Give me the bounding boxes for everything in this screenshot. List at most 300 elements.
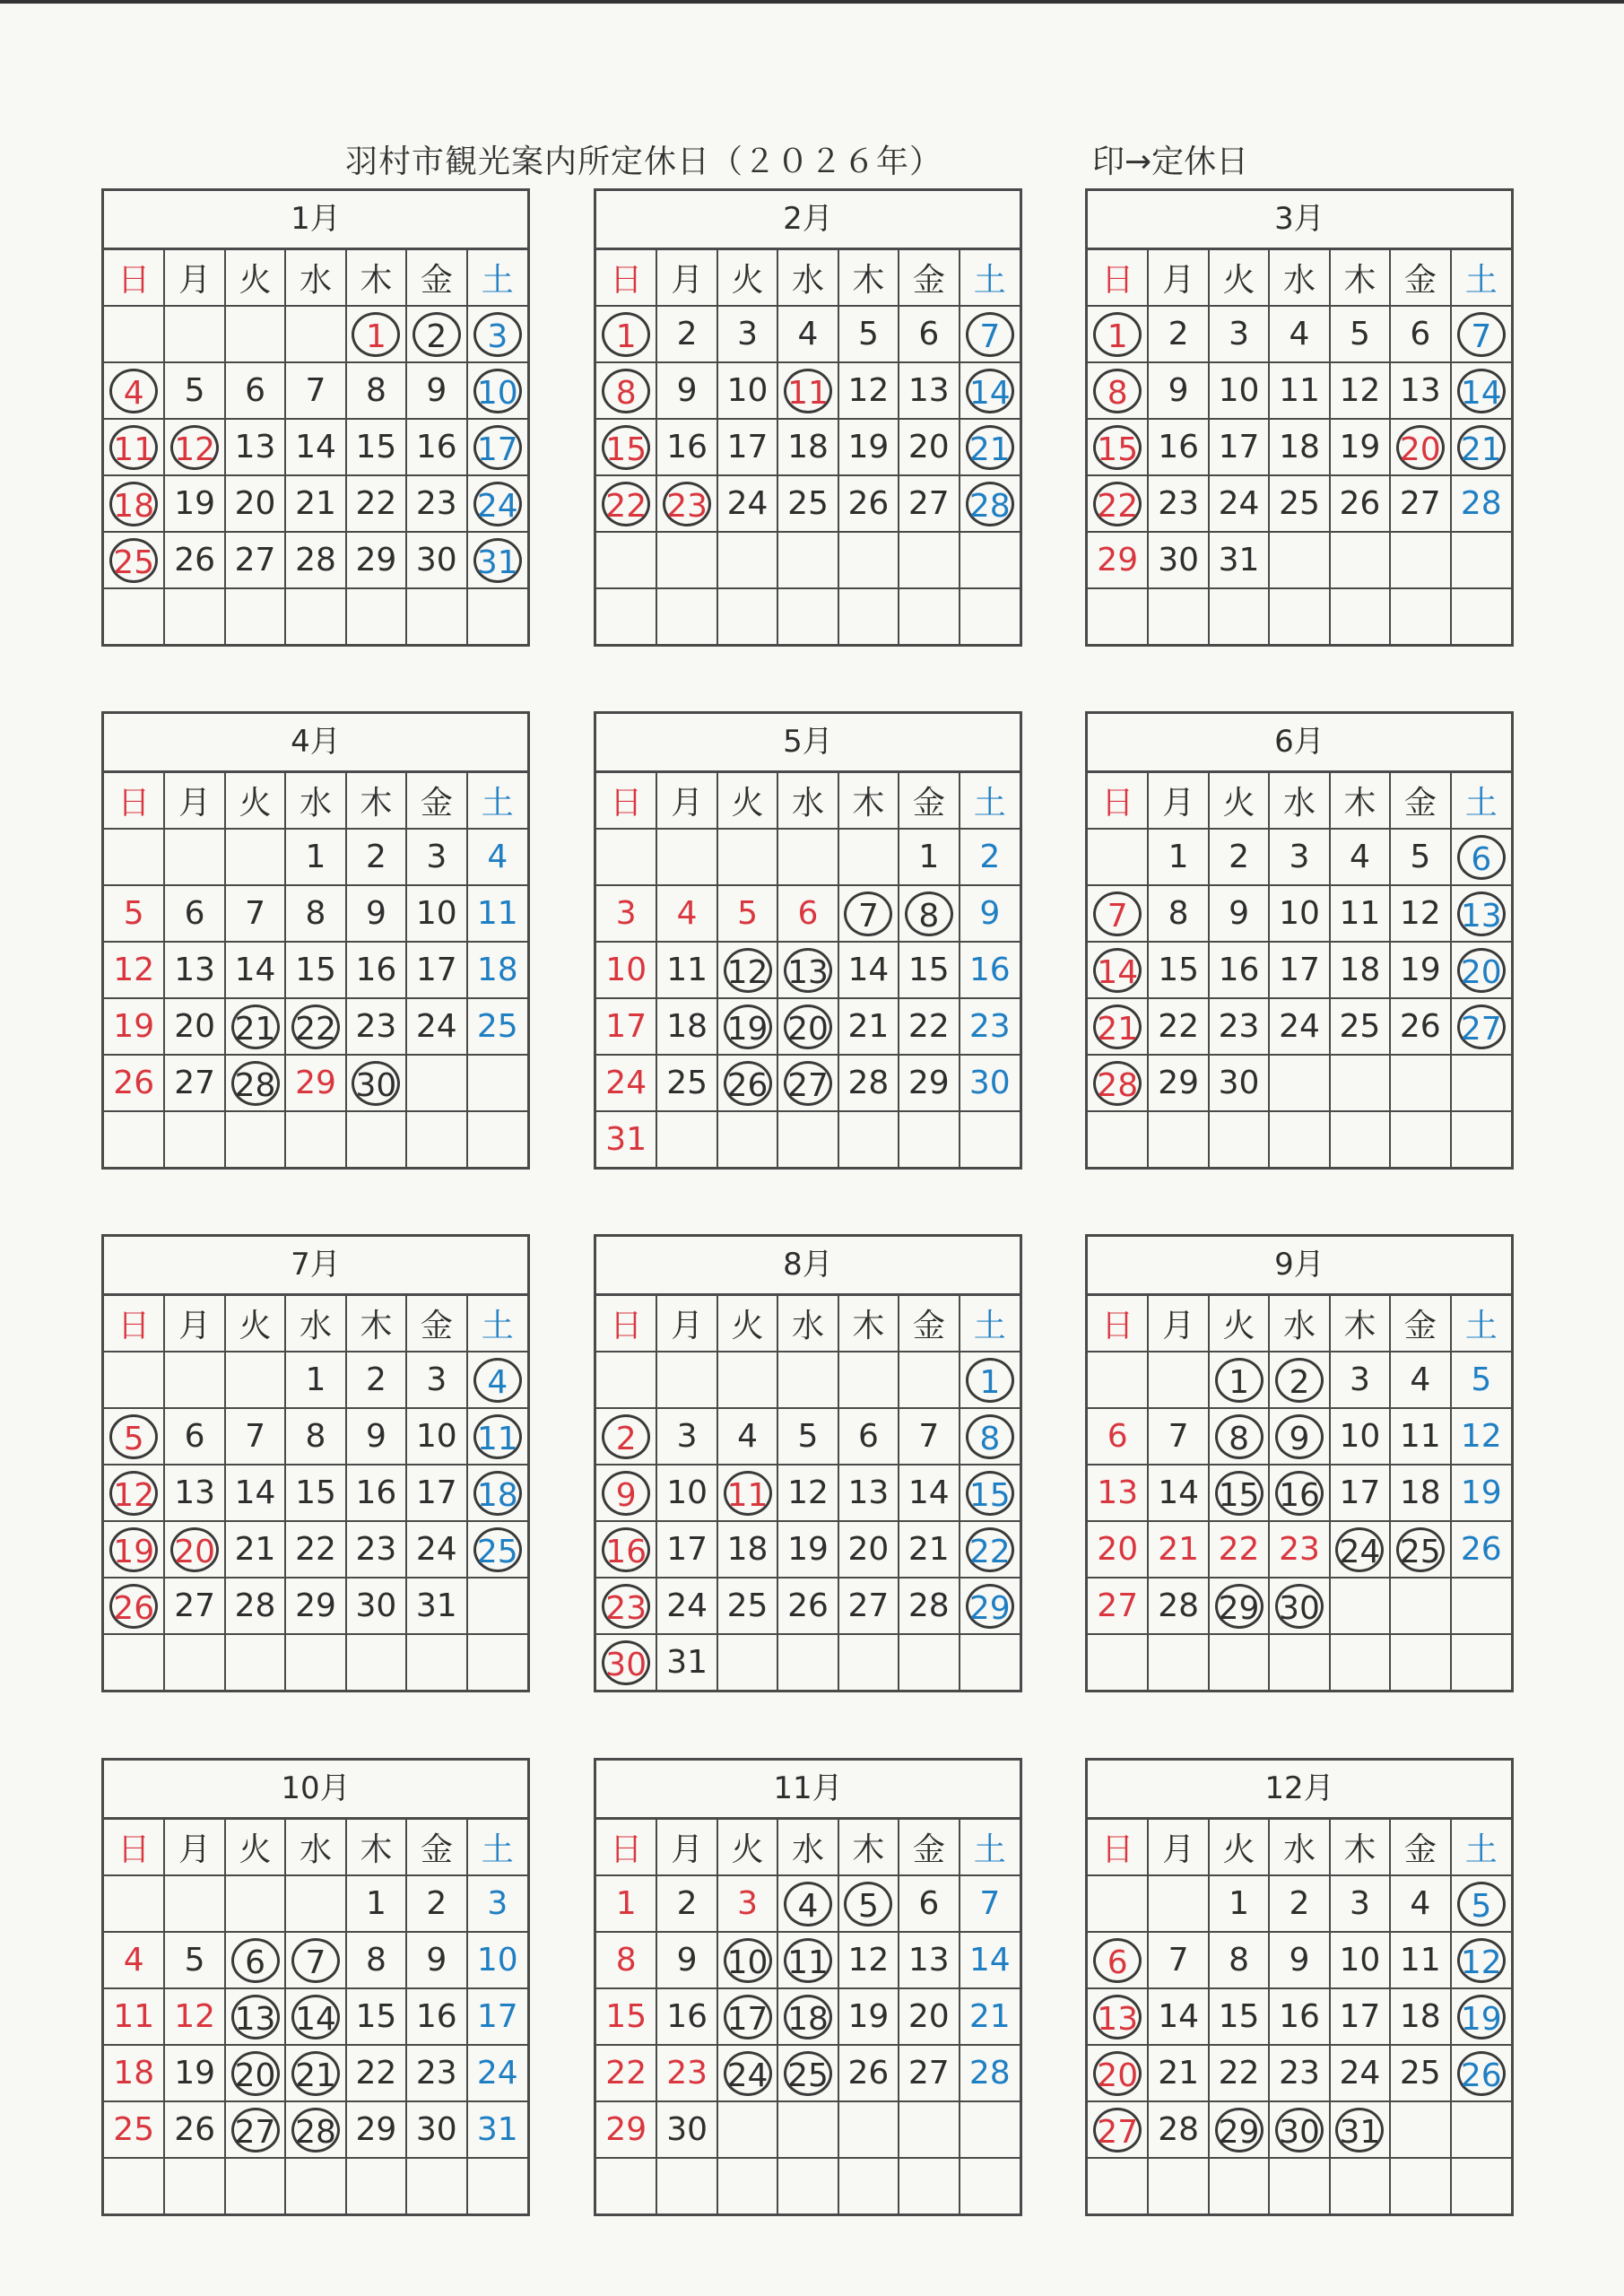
day-cell: [164, 1578, 224, 1634]
day-cell: [1088, 1932, 1148, 1988]
day-cell: [1269, 362, 1329, 419]
day-cell: [777, 419, 838, 475]
day-cell: [777, 1578, 838, 1634]
day-cell: [838, 1408, 899, 1465]
closed-day-number: 30: [1275, 1584, 1324, 1629]
week-row: [104, 532, 527, 588]
weekday-label: 火: [1209, 250, 1269, 306]
day-number: 20: [174, 1008, 216, 1045]
week-row: [104, 1111, 527, 1167]
day-number: 5: [1410, 839, 1431, 875]
day-number: 3: [676, 1418, 698, 1455]
day-number: 24: [415, 1531, 457, 1568]
closed-day-number: 30: [602, 1640, 650, 1685]
day-cell: [1390, 942, 1450, 998]
closed-day-number: 20: [170, 1527, 219, 1572]
closed-day-number: 30: [1275, 2108, 1324, 2152]
day-cell: [899, 1634, 959, 1690]
day-cell: [596, 1352, 656, 1408]
day-cell: [225, 1634, 285, 1690]
day-cell: [656, 1465, 716, 1521]
day-cell: [838, 1352, 899, 1408]
day-cell: [656, 998, 716, 1055]
day-number: 23: [1279, 1531, 1320, 1568]
month-title: 10月: [104, 1761, 527, 1820]
week-row: [596, 1055, 1020, 1111]
day-number: 25: [1279, 485, 1320, 522]
day-cell: [1390, 2158, 1450, 2213]
day-number: 14: [908, 1474, 950, 1511]
day-cell: [1269, 2045, 1329, 2101]
weekday-label: 木: [838, 1820, 899, 1875]
day-cell: [1148, 2158, 1208, 2213]
day-cell: [1390, 998, 1450, 1055]
day-number: 22: [1218, 1531, 1260, 1568]
day-number: 11: [1399, 1418, 1441, 1455]
weekday-label: 木: [838, 773, 899, 829]
day-cell: [1451, 2045, 1511, 2101]
day-number: 29: [1097, 542, 1139, 578]
day-cell: [777, 2158, 838, 2213]
day-number: 5: [123, 895, 144, 932]
day-cell: [467, 1875, 527, 1932]
day-cell: [1148, 419, 1208, 475]
day-cell: [960, 2101, 1020, 2158]
day-number: 15: [1158, 952, 1200, 988]
day-cell: [346, 419, 406, 475]
day-number: 30: [666, 2111, 708, 2148]
day-cell: [164, 1988, 224, 2045]
day-cell: [164, 588, 224, 644]
closed-day-number: 22: [602, 482, 650, 526]
day-number: 21: [295, 485, 336, 522]
day-number: 16: [666, 1998, 708, 2035]
day-number: 21: [908, 1531, 950, 1568]
day-cell: [104, 1521, 164, 1578]
day-cell: [164, 1521, 224, 1578]
day-cell: [346, 1634, 406, 1690]
day-cell: [717, 2158, 777, 2213]
week-row: [1088, 475, 1511, 532]
month-calendar: [1085, 1758, 1514, 2216]
day-number: 24: [415, 1008, 457, 1045]
closed-day-number: 26: [724, 1061, 772, 1106]
day-cell: [1269, 1055, 1329, 1111]
closed-day-number: 10: [473, 369, 522, 413]
closed-day-number: 22: [966, 1527, 1014, 1572]
day-number: 12: [174, 1998, 216, 2035]
day-number: 16: [1279, 1998, 1320, 2035]
day-cell: [777, 588, 838, 644]
day-cell: [1209, 419, 1269, 475]
day-cell: [717, 1875, 777, 1932]
day-number: 6: [918, 1885, 940, 1922]
day-cell: [960, 1634, 1020, 1690]
closed-day-number: 19: [109, 1527, 158, 1572]
day-cell: [960, 588, 1020, 644]
day-cell: [777, 1111, 838, 1167]
day-cell: [777, 1055, 838, 1111]
weekday-label: 木: [346, 1296, 406, 1352]
day-cell: [1209, 588, 1269, 644]
day-cell: [164, 362, 224, 419]
closed-day-number: 18: [109, 482, 158, 526]
day-cell: [104, 942, 164, 998]
day-cell: [777, 998, 838, 1055]
day-cell: [1451, 942, 1511, 998]
day-cell: [960, 419, 1020, 475]
day-number: 17: [666, 1531, 708, 1568]
day-cell: [467, 1634, 527, 1690]
day-cell: [285, 885, 345, 942]
day-cell: [225, 998, 285, 1055]
day-cell: [596, 1055, 656, 1111]
day-cell: [164, 1111, 224, 1167]
day-number: 12: [1339, 372, 1381, 409]
day-cell: [838, 419, 899, 475]
closed-day-number: 5: [109, 1414, 158, 1459]
closed-day-number: 20: [1396, 425, 1445, 470]
week-row: [1088, 2101, 1511, 2158]
closed-day-number: 4: [473, 1358, 522, 1403]
weekday-label: 火: [225, 773, 285, 829]
day-cell: [899, 998, 959, 1055]
day-number: 28: [847, 1065, 890, 1101]
day-cell: [285, 1352, 345, 1408]
week-row: [1088, 532, 1511, 588]
day-cell: [1088, 532, 1148, 588]
weekday-label: 木: [1330, 250, 1390, 306]
day-cell: [717, 885, 777, 942]
week-row: [104, 306, 527, 362]
weekday-label: 火: [717, 773, 777, 829]
weekday-label: 金: [406, 773, 466, 829]
day-number: 29: [295, 1065, 336, 1101]
day-cell: [1148, 1634, 1208, 1690]
day-cell: [899, 1578, 959, 1634]
month-title: 11月: [596, 1761, 1020, 1820]
weekday-label: 日: [1088, 1296, 1148, 1352]
day-number: 30: [1218, 1065, 1260, 1101]
day-cell: [838, 588, 899, 644]
weekday-label: 金: [406, 1820, 466, 1875]
day-number: 31: [476, 2111, 518, 2148]
day-number: 1: [305, 1361, 326, 1398]
day-cell: [899, 885, 959, 942]
day-cell: [225, 475, 285, 532]
closed-day-number: 11: [784, 369, 832, 413]
weekday-label: 水: [1269, 250, 1329, 306]
day-cell: [1269, 942, 1329, 998]
day-cell: [717, 1111, 777, 1167]
day-cell: [1269, 1465, 1329, 1521]
day-cell: [1209, 1932, 1269, 1988]
weekday-label: 土: [467, 1820, 527, 1875]
day-cell: [104, 1055, 164, 1111]
day-cell: [285, 362, 345, 419]
day-cell: [406, 998, 466, 1055]
week-row: [596, 2158, 1020, 2213]
day-cell: [346, 588, 406, 644]
day-cell: [1330, 1352, 1390, 1408]
day-cell: [596, 1634, 656, 1690]
day-cell: [899, 1111, 959, 1167]
closed-day-number: 28: [1093, 1061, 1142, 1106]
day-cell: [838, 306, 899, 362]
day-number: 3: [1229, 316, 1249, 352]
day-cell: [406, 2101, 466, 2158]
day-cell: [1209, 1634, 1269, 1690]
day-cell: [1209, 942, 1269, 998]
day-number: 16: [666, 429, 708, 465]
day-cell: [225, 1875, 285, 1932]
day-cell: [1269, 1408, 1329, 1465]
day-cell: [1088, 1465, 1148, 1521]
day-number: 2: [365, 1361, 386, 1398]
day-number: 22: [355, 2055, 397, 2092]
month-calendar: [1085, 1234, 1514, 1692]
day-number: 29: [355, 2111, 397, 2148]
day-cell: [1148, 588, 1208, 644]
day-cell: [1148, 1932, 1208, 1988]
weekday-label: 月: [656, 1820, 716, 1875]
closed-day-number: 23: [602, 1584, 650, 1629]
day-cell: [656, 885, 716, 942]
weekday-label: 月: [1148, 773, 1208, 829]
day-cell: [899, 419, 959, 475]
day-cell: [467, 1988, 527, 2045]
day-cell: [406, 419, 466, 475]
week-row: [104, 475, 527, 532]
closed-day-number: 1: [1093, 312, 1142, 357]
weekday-label: 木: [346, 1820, 406, 1875]
closed-day-number: 7: [844, 891, 892, 936]
day-number: 16: [415, 429, 457, 465]
closed-day-number: 25: [109, 538, 158, 583]
day-number: 8: [365, 372, 386, 409]
day-cell: [164, 1932, 224, 1988]
day-cell: [1330, 1521, 1390, 1578]
day-cell: [1209, 475, 1269, 532]
day-cell: [596, 1521, 656, 1578]
weekday-label: 金: [899, 773, 959, 829]
day-number: 22: [1158, 1008, 1200, 1045]
closed-day-number: 21: [291, 2051, 340, 2096]
closed-day-number: 8: [602, 369, 650, 413]
day-cell: [467, 1521, 527, 1578]
day-cell: [1451, 362, 1511, 419]
weekday-label: 月: [656, 1296, 716, 1352]
day-cell: [777, 1932, 838, 1988]
closed-day-number: 25: [473, 1527, 522, 1572]
day-number: 19: [174, 485, 216, 522]
day-cell: [346, 2045, 406, 2101]
day-number: 9: [676, 372, 698, 409]
day-cell: [960, 532, 1020, 588]
day-cell: [1148, 1111, 1208, 1167]
week-row: [104, 1465, 527, 1521]
month-title: 1月: [104, 191, 527, 250]
day-cell: [1330, 1408, 1390, 1465]
day-number: 14: [968, 1942, 1011, 1979]
day-cell: [596, 306, 656, 362]
day-cell: [656, 1988, 716, 2045]
day-number: 18: [1339, 952, 1381, 988]
day-cell: [960, 1055, 1020, 1111]
day-cell: [406, 942, 466, 998]
day-cell: [164, 885, 224, 942]
day-cell: [1088, 2045, 1148, 2101]
weekday-label: 火: [225, 1296, 285, 1352]
day-number: 26: [847, 2055, 890, 2092]
weekday-label: 土: [467, 1296, 527, 1352]
week-row: [596, 1521, 1020, 1578]
day-number: 8: [305, 1418, 326, 1455]
day-cell: [285, 1055, 345, 1111]
day-cell: [899, 1055, 959, 1111]
day-number: 8: [305, 895, 326, 932]
day-cell: [777, 885, 838, 942]
weekday-row: [1088, 250, 1511, 306]
day-number: 2: [979, 839, 1001, 875]
day-number: 7: [918, 1418, 940, 1455]
day-cell: [467, 2101, 527, 2158]
day-cell: [596, 2158, 656, 2213]
day-number: 23: [666, 2055, 708, 2092]
day-number: 21: [1158, 2055, 1200, 2092]
closed-day-number: 20: [1457, 948, 1506, 993]
day-number: 12: [113, 952, 155, 988]
day-cell: [1088, 2101, 1148, 2158]
month-title: 7月: [104, 1237, 527, 1296]
weekday-label: 水: [1269, 1820, 1329, 1875]
day-number: 13: [908, 1942, 950, 1979]
day-cell: [1088, 942, 1148, 998]
day-cell: [164, 306, 224, 362]
day-cell: [596, 532, 656, 588]
day-number: 23: [1218, 1008, 1260, 1045]
month-table: [1088, 773, 1511, 1167]
day-cell: [406, 885, 466, 942]
day-cell: [717, 942, 777, 998]
day-cell: [225, 1932, 285, 1988]
day-number: 16: [415, 1998, 457, 2035]
closed-day-number: 12: [1457, 1938, 1506, 1983]
day-number: 19: [1339, 429, 1381, 465]
day-cell: [285, 2045, 345, 2101]
closed-day-number: 4: [784, 1882, 832, 1926]
day-cell: [346, 1932, 406, 1988]
day-cell: [467, 998, 527, 1055]
day-cell: [225, 306, 285, 362]
day-cell: [1390, 1932, 1450, 1988]
day-cell: [104, 1932, 164, 1988]
day-cell: [1209, 1055, 1269, 1111]
week-row: [1088, 419, 1511, 475]
day-cell: [838, 2158, 899, 2213]
weekday-label: 日: [104, 773, 164, 829]
day-cell: [960, 1521, 1020, 1578]
day-number: 26: [847, 485, 890, 522]
closed-day-number: 14: [1093, 948, 1142, 993]
week-row: [104, 1988, 527, 2045]
day-cell: [164, 475, 224, 532]
day-cell: [225, 362, 285, 419]
day-cell: [1390, 1111, 1450, 1167]
week-row: [104, 2158, 527, 2213]
day-cell: [1209, 362, 1269, 419]
day-cell: [1148, 1408, 1208, 1465]
day-cell: [346, 829, 406, 885]
day-cell: [1088, 306, 1148, 362]
day-cell: [1148, 829, 1208, 885]
day-number: 6: [184, 1418, 205, 1455]
day-number: 18: [666, 1008, 708, 1045]
day-number: 9: [1229, 895, 1249, 932]
day-number: 11: [113, 1998, 155, 2035]
weekday-label: 日: [104, 1820, 164, 1875]
weekday-row: [1088, 773, 1511, 829]
day-number: 10: [1339, 1942, 1381, 1979]
day-cell: [960, 1352, 1020, 1408]
day-number: 19: [1399, 952, 1441, 988]
day-number: 7: [979, 1885, 1001, 1922]
day-number: 13: [847, 1474, 890, 1511]
closed-day-number: 13: [1457, 891, 1506, 936]
weekday-label: 水: [285, 250, 345, 306]
week-row: [104, 942, 527, 998]
weekday-label: 木: [1330, 1820, 1390, 1875]
day-cell: [1330, 885, 1390, 942]
weekday-label: 木: [1330, 773, 1390, 829]
day-cell: [596, 998, 656, 1055]
weekday-label: 水: [777, 1820, 838, 1875]
day-cell: [596, 1988, 656, 2045]
closed-day-number: 2: [413, 312, 461, 357]
day-number: 2: [1229, 839, 1249, 875]
day-cell: [467, 1055, 527, 1111]
day-cell: [656, 588, 716, 644]
day-number: 16: [355, 952, 397, 988]
day-number: 24: [1218, 485, 1260, 522]
day-number: 7: [245, 1418, 265, 1455]
day-number: 5: [1349, 316, 1370, 352]
day-number: 26: [787, 1587, 829, 1624]
day-cell: [1451, 1408, 1511, 1465]
day-cell: [467, 419, 527, 475]
weekday-label: 木: [838, 1296, 899, 1352]
day-cell: [960, 942, 1020, 998]
week-row: [596, 532, 1020, 588]
day-number: 26: [174, 2111, 216, 2148]
day-cell: [285, 1988, 345, 2045]
day-cell: [406, 475, 466, 532]
day-number: 3: [1349, 1885, 1370, 1922]
day-number: 23: [355, 1008, 397, 1045]
day-cell: [1451, 1578, 1511, 1634]
day-number: 25: [726, 1587, 769, 1624]
day-number: 10: [726, 372, 769, 409]
day-number: 16: [355, 1474, 397, 1511]
week-row: [596, 588, 1020, 644]
day-cell: [899, 1408, 959, 1465]
day-cell: [1088, 1352, 1148, 1408]
day-cell: [960, 2045, 1020, 2101]
day-cell: [777, 2045, 838, 2101]
week-row: [104, 588, 527, 644]
day-number: 10: [1218, 372, 1260, 409]
weekday-label: 木: [1330, 1296, 1390, 1352]
